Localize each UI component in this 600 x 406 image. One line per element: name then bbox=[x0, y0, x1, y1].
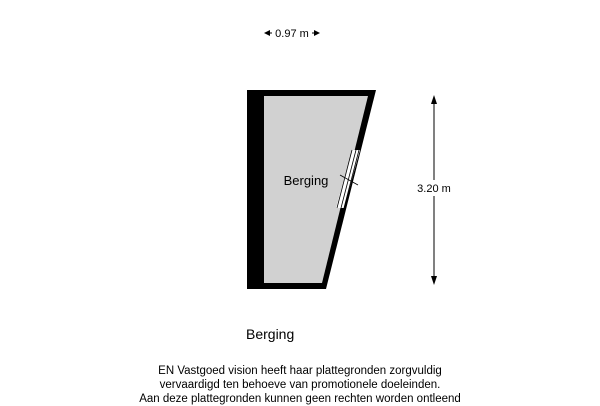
height-dimension-bottom-arrow bbox=[431, 276, 437, 285]
width-dimension-right-arrow bbox=[314, 30, 320, 36]
disclaimer-line: EN Vastgoed vision heeft haar plattegronden zorgvuldig bbox=[158, 365, 442, 377]
height-dimension bbox=[412, 95, 456, 285]
height-dimension-top-arrow bbox=[431, 95, 437, 104]
plan-title: Berging bbox=[246, 326, 295, 342]
room-floor bbox=[264, 96, 368, 283]
disclaimer-line: vervaardigd ten behoeve van promotionele doeleinden. bbox=[159, 379, 441, 391]
width-dimension bbox=[264, 28, 320, 40]
height-dimension-label: 3.20 m bbox=[417, 183, 451, 195]
room-label: Berging bbox=[283, 173, 329, 188]
disclaimer-line: Aan deze plattegronden kunnen geen rechten worden ontleend bbox=[139, 393, 461, 405]
width-dimension-label: 0.97 m bbox=[275, 28, 309, 40]
